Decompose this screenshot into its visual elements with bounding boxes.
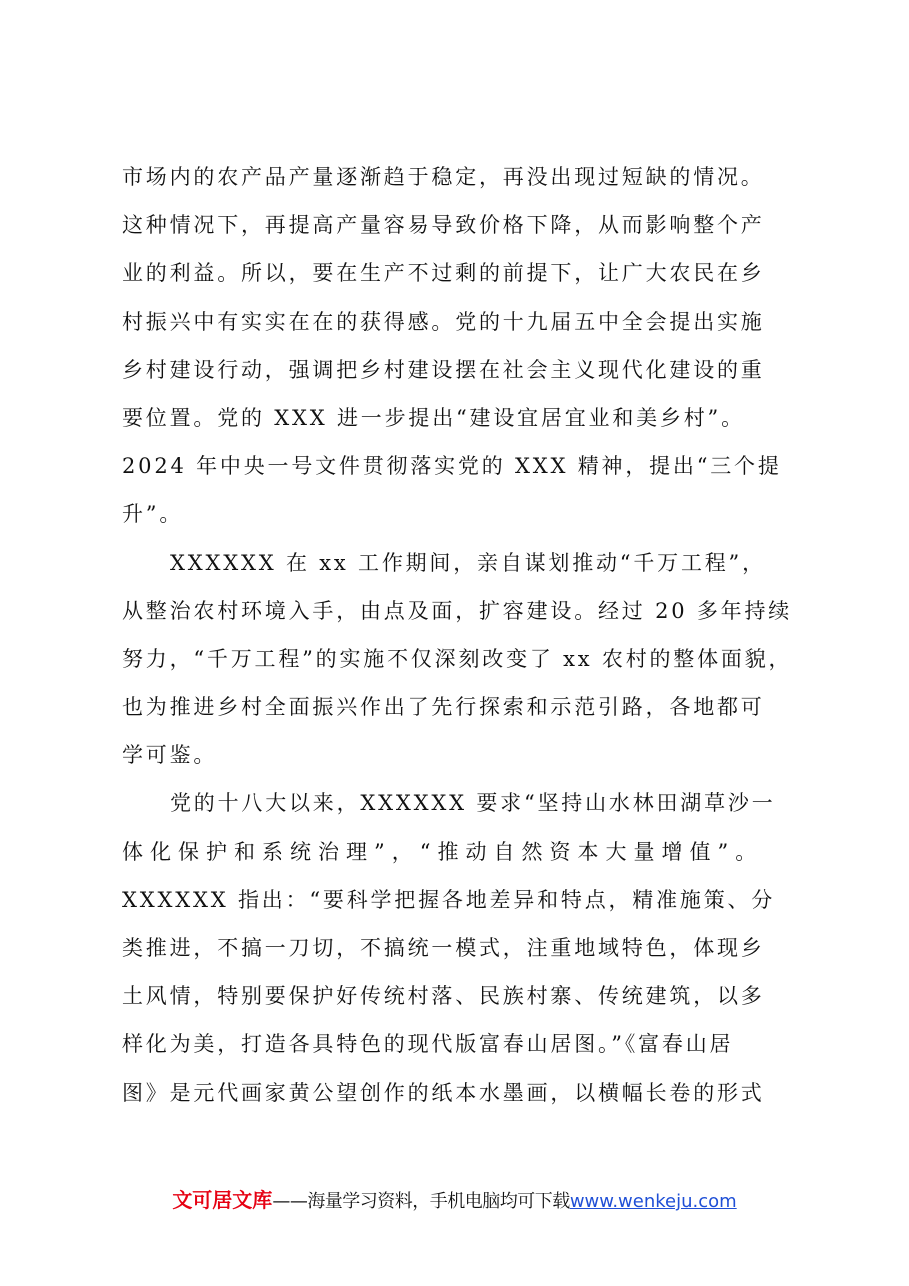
document-body	[122, 166, 812, 1130]
body-line: 市场内的农产品产量逐渐趋于稳定，再没出现过短缺的情况。	[122, 165, 765, 189]
body-line: 村振兴中有实实在在的获得感。党的十九届五中全会提出实施	[122, 309, 765, 334]
page-footer	[0, 1184, 909, 1213]
paragraph-first-line: 党的十八大以来，XXXXXX 要求“坚持山水林田湖草沙一	[170, 791, 776, 816]
body-line: XXXXXX 指出：“要科学把握各地差异和特点，精准施策、分	[122, 887, 776, 912]
body-line: 从整治农村环境入手，由点及面，扩容建设。经过 20 多年持续	[122, 598, 793, 623]
body-line: 学可鉴。	[122, 743, 218, 768]
body-line: 升”。	[122, 502, 184, 527]
body-line: 努力，“千万工程”的实施不仅深刻改变了 xx 农村的整体面貌，	[122, 646, 793, 671]
body-line: 体化保护和系统治理”，“推动自然资本大量增值”。	[122, 839, 764, 864]
body-line: 要位置。党的 XXX 进一步提出“建设宜居宜业和美乡村”。	[122, 405, 745, 430]
body-line: 也为推进乡村全面振兴作出了先行探索和示范引路，各地都可	[122, 695, 765, 720]
body-line: 土风情，特别要保护好传统村落、民族村寨、传统建筑，以多	[122, 984, 765, 1009]
body-line: 类推进，不搞一刀切，不搞统一模式，注重地域特色，体现乡	[122, 936, 765, 960]
body-line: 这种情况下，再提高产量容易导致价格下降，从而影响整个产	[122, 213, 765, 238]
body-line: 图》是元代画家黄公望创作的纸本水墨画，以横幅长卷的形式	[122, 1080, 765, 1105]
brand-name: 文可居文库	[172, 1188, 273, 1212]
footer-tagline: ——海量学习资料，手机电脑均可下载	[272, 1191, 570, 1212]
body-line: 样化为美，打造各具特色的现代版富春山居图。”《富春山居	[122, 1032, 734, 1057]
body-line: 业的利益。所以，要在生产不过剩的前提下，让广大农民在乡	[122, 261, 765, 286]
body-line: 乡村建设行动，强调把乡村建设摆在社会主义现代化建设的重	[122, 357, 765, 382]
body-line: 2024 年中央一号文件贯彻落实党的 XXX 精神，提出“三个提	[122, 454, 782, 479]
paragraph-first-line: XXXXXX 在 xx 工作期间，亲自谋划推动“千万工程”，	[170, 550, 766, 575]
website-link[interactable]: www.wenkeju.com	[569, 1191, 737, 1212]
